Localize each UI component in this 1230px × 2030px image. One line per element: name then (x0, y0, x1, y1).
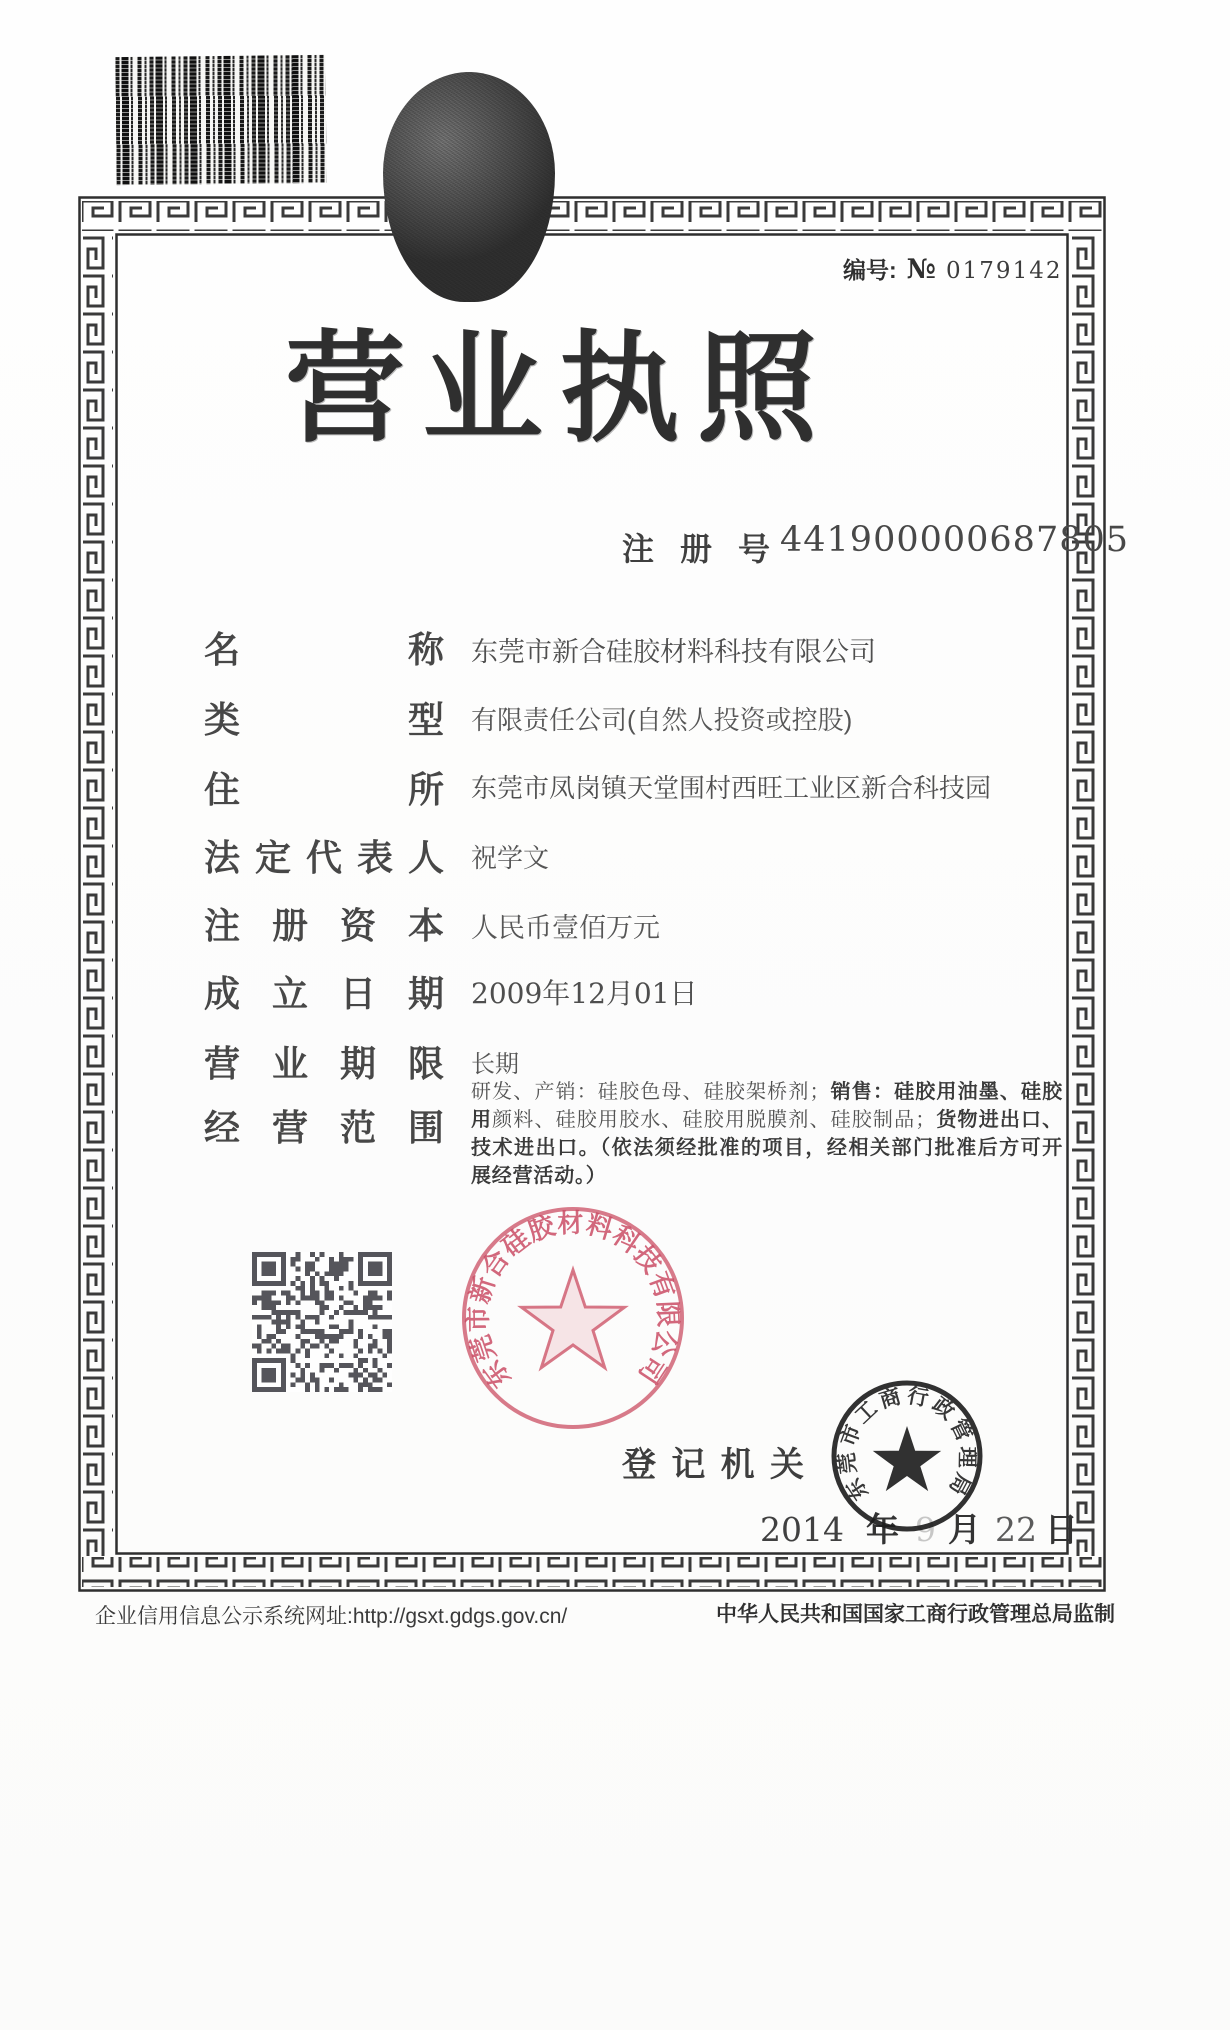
national-emblem (383, 72, 555, 302)
issue-month-unit: 月 (947, 1511, 981, 1548)
barcode (115, 55, 326, 185)
scope-segment: 销售：硅胶用油墨、硅胶用 (471, 1081, 1063, 1131)
numero-sign: № (906, 254, 937, 285)
license-title: 营 业 执 照 (285, 322, 817, 456)
company-red-seal (455, 1192, 691, 1432)
field-value-term: 长期 (471, 1051, 519, 1078)
field-label-term: 营 业 期 限 (204, 1043, 444, 1084)
footer-issuing-authority: 中华人民共和国国家工商行政管理总局监制 (716, 1603, 1115, 1626)
registration-number: 441900000687805 (780, 520, 1130, 560)
field-value-name: 东莞市新合硅胶材料科技有限公司 (471, 637, 876, 667)
issue-month: 9 (914, 1510, 936, 1549)
field-label-scope: 经 营 范 围 (204, 1107, 444, 1148)
registration-number-label: 注 册 号 (622, 531, 770, 567)
field-label-capital: 注 册 资 本 (204, 905, 444, 946)
field-label-name: 名 称 (204, 629, 444, 670)
scope-segment: 货物进出口、技术进出口。（依法须经批准的项目，经相关部门批准后方可开展经营活动。） (471, 1109, 1063, 1187)
footer-public-system-url: 企业信用信息公示系统网址:http://gsxt.gdgs.gov.cn/ (95, 1605, 568, 1628)
issue-year: 2014 (760, 1510, 844, 1549)
field-value-address: 东莞市凤岗镇天堂围村西旺工业区新合科技园 (471, 773, 992, 803)
scope-segment: 颜料、硅胶用胶水、硅胶用脱膜剂、硅胶制品； (492, 1109, 937, 1131)
field-label-type: 类 型 (204, 699, 444, 740)
issue-day: 22 (994, 1510, 1037, 1549)
issue-day-unit: 日 (1044, 1511, 1078, 1548)
field-value-legal-rep: 祝学文 (471, 843, 550, 873)
scope-segment: 研发、产销：硅胶色母、硅胶架桥剂； (471, 1081, 831, 1103)
field-value-established: 2009年12月01日 (471, 977, 698, 1010)
serial-label: 编号: (843, 257, 897, 283)
field-label-address: 住 所 (204, 769, 444, 810)
seal-star-icon (522, 1270, 625, 1368)
authority-stamp-text: 东莞市工商行政管理局 (835, 1384, 979, 1505)
issue-year-unit: 年 (865, 1511, 899, 1548)
authority-stamp (827, 1374, 987, 1538)
field-value-capital: 人民币壹佰万元 (471, 913, 660, 943)
field-value-type: 有限责任公司(自然人投资或控股) (471, 705, 853, 735)
serial-number-line (843, 252, 1062, 285)
stamp-star-icon (873, 1426, 941, 1491)
registrar-label: 登 记 机 关 (622, 1446, 804, 1484)
field-label-established: 成 立 日 期 (204, 973, 444, 1014)
company-seal-text: 东莞市新合硅胶材料科技有限公司 (462, 1207, 684, 1394)
field-label-legal-rep: 法 定 代 表 人 (204, 837, 444, 878)
business-scope-text (471, 1078, 1063, 1190)
qr-code (252, 1252, 392, 1392)
serial-number: 0179142 (946, 258, 1063, 284)
